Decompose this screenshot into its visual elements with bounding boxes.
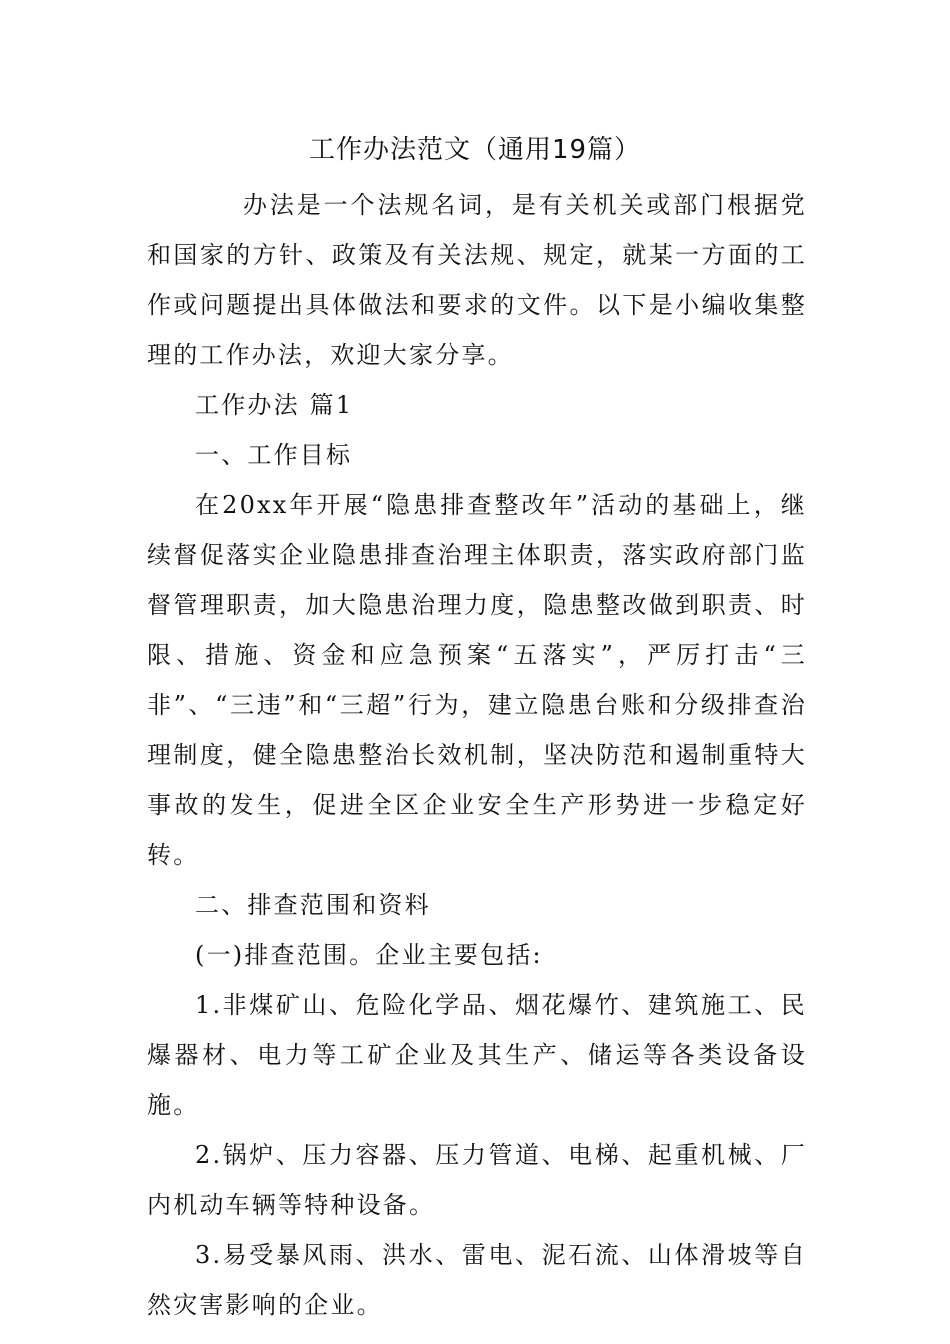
paragraph-work-goals: 在20xx年开展“隐患排查整改年”活动的基础上，继续督促落实企业隐患排查治理主体职责，落实政府部门监督管理职责，加大隐患治理力度，隐患整改做到职责、时限、措施、资金和应急预案“五落实”，严厉打击“三非”、“三违”和“三超”行为，建立隐患台账和分级排查治理制度，健全隐患整治长效机制，坚决防范和遏制重特大事故的发生，促进全区企业安全生产形势进一步稳定好转。 (147, 491, 807, 869)
intro-paragraph: 办法是一个法规名词，是有关机关或部门根据党和国家的方针、政策及有关法规、规定，就某一方面的工作或问题提出具体做法和要求的文件。以下是小编收集整理的工作办法，欢迎大家分享。 (147, 191, 807, 369)
section-heading-part-1: 工作办法 篇1 (195, 391, 354, 419)
list-item-2: 2.锅炉、压力容器、压力管道、电梯、起重机械、厂内机动车辆等特种设备。 (147, 1141, 807, 1219)
heading-scope-materials: 二、排查范围和资料 (195, 891, 431, 919)
list-item-3: 3.易受暴风雨、洪水、雷电、泥石流、山体滑坡等自然灾害影响的企业。 (147, 1241, 807, 1319)
document-title: 工作办法范文（通用19篇） (308, 135, 642, 165)
heading-work-goals: 一、工作目标 (195, 441, 353, 469)
document-body (147, 180, 807, 1330)
subheading-scope: (一)排查范围。企业主要包括: (195, 941, 543, 969)
list-item-1: 1.非煤矿山、危险化学品、烟花爆竹、建筑施工、民爆器材、电力等工矿企业及其生产、储运等各类设备设施。 (147, 991, 807, 1119)
